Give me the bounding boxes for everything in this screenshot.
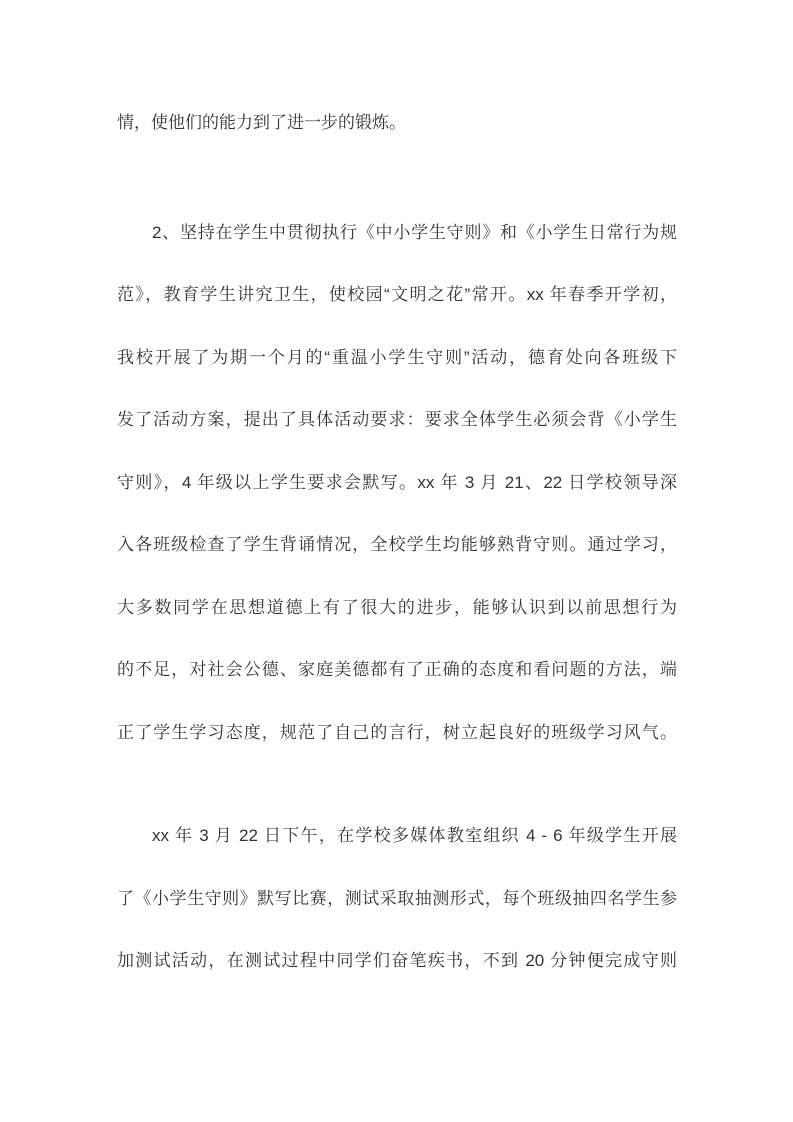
text-line: 了《小学生守则》默写比赛，测试采取抽测形式，每个班级抽四名学生参	[117, 888, 677, 908]
paragraph-1	[117, 92, 677, 155]
text-line: 发了活动方案，提出了具体活动要求：要求全体学生必须会背《小学生	[117, 410, 677, 429]
text-line: 入各班级检查了学生背诵情况，全校学生均能够熟背守则。通过学习，	[117, 535, 677, 554]
text-line: 守则》，4 年级以上学生要求会默写。xx 年 3 月 21、22 日学校领导深	[117, 472, 677, 492]
text-line: xx 年 3 月 22 日下午，在学校多媒体教室组织 4 - 6 年级学生开展	[152, 826, 677, 845]
text-line: 2、坚持在学生中贯彻执行《中小学生守则》和《小学生日常行为规	[152, 222, 677, 242]
text-line: 我校开展了为期一个月的“重温小学生守则”活动，德育处向各班级下	[117, 347, 677, 367]
paragraph-3	[117, 805, 677, 993]
text-line: 范》，教育学生讲究卫生，使校园“文明之花”常开。xx 年春季开学初，	[117, 285, 677, 304]
text-line: 的不足，对社会公德、家庭美德都有了正确的态度和看问题的方法，端	[117, 660, 677, 679]
text-line: 情，使他们的能力到了进一步的锻炼。	[117, 113, 406, 132]
text-line: 大多数同学在思想道德上有了很大的进步，能够认识到以前思想行为	[117, 597, 677, 617]
paragraph-2	[117, 202, 677, 765]
text-line: 正了学生学习态度，规范了自己的言行，树立起良好的班级学习风气。	[117, 722, 677, 742]
text-line: 加测试活动，在测试过程中同学们奋笔疾书，不到 20 分钟便完成守则	[117, 951, 677, 970]
